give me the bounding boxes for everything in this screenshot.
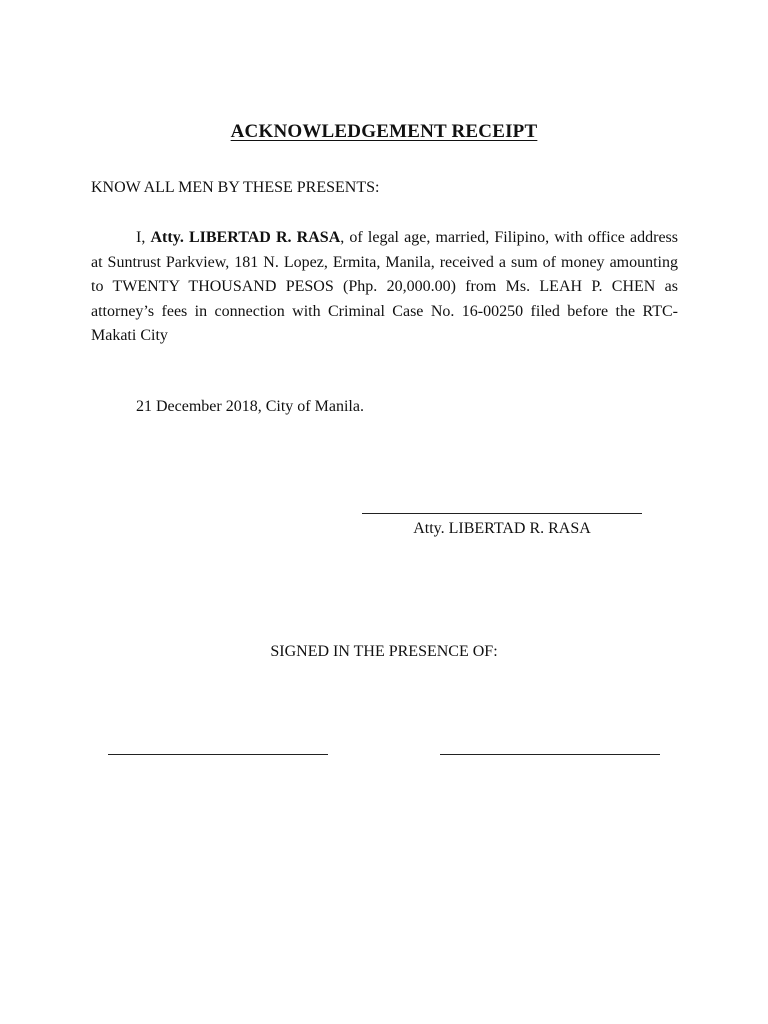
signature-line [362,513,642,514]
witness-heading: SIGNED IN THE PRESENCE OF: [270,643,498,660]
body-text: , of legal age, married, Filipino, with office address at Suntrust Parkview, 181 N. Lopez, Ermita, Manila, received a sum of money amounting to TWENTY THOUSAND PESOS (Php. 20,000.00) from Ms. LEAH P. CHEN as attorney’s fees in connection with Criminal Case No. 16-00250 filed before the RTC-Makati City [91,229,679,345]
witness-signature-line-1 [108,754,328,755]
witness-signature-line-2 [440,754,660,755]
document-title: ACKNOWLEDGEMENT RECEIPT [230,121,538,142]
body-intro: I, [136,229,151,246]
salutation: KNOW ALL MEN BY THESE PRESENTS: [91,179,380,196]
payee-name: Atty. LIBERTAD R. RASA [150,229,341,246]
signatory-name: Atty. LIBERTAD R. RASA [413,520,591,537]
date-and-place: 21 December 2018, City of Manila. [136,398,364,415]
body-paragraph [91,226,678,349]
